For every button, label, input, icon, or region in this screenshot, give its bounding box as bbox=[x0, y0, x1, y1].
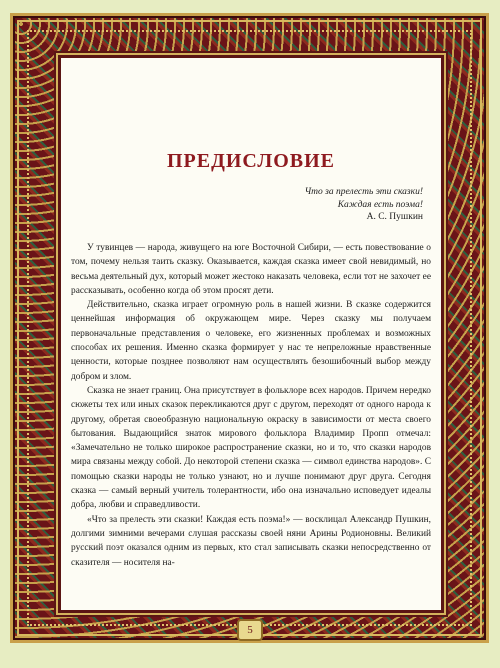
paragraph-2: Действительно, сказка играет огромную роль в нашей жизни. В сказке содержится ценнейшая информация об окружающем мире. Через сказку мы получаем первоначальные представления о человеке, его жизненных проблемах и возможных способах их решения. Именно сказка формирует у нас те непреложные нравственные ценности, которые позднее позволяют нам осуществлять безошибочный выбор между добром и злом. bbox=[71, 300, 431, 382]
epigraph-line-1: Что за прелесть эти сказки! bbox=[304, 187, 423, 197]
page-title: ПРЕДИСЛОВИЕ bbox=[166, 150, 336, 172]
epigraph bbox=[305, 186, 423, 224]
paragraph-1: У тувинцев — народа, живущего на юге Восточной Сибири, — есть повествование о том, почему нельзя таить сказку. Оказывается, каждая сказка имеет свой невидимый, но весьма деятельный дух, который может жестоко наказать человека, если тот не захочет ее рассказывать, особенно когда об этом просят дети. bbox=[71, 243, 431, 296]
page-number: 5 bbox=[237, 619, 263, 641]
epigraph-author: А. С. Пушкин bbox=[366, 212, 423, 222]
body-text bbox=[71, 241, 431, 570]
paragraph-4: «Что за прелесть эти сказки! Каждая есть поэма!» — восклицал Александр Пушкин, долгими зимними вечерами слушая рассказы своей няни Арины Родионовны. Великий русский поэт оказался одним из первых, кто стал записывать сказки непосредственно от сказителя — носителя на- bbox=[71, 514, 431, 568]
paragraph-3: Сказка не знает границ. Она присутствует в фольклоре всех народов. Причем нередко сюжеты тех или иных сказок перекликаются друг с другом, переходят от одного народа к другому, обретая своеобразную национальную окраску в зависимости от места своего бытования. Выдающийся знаток мирового фольклора Владимир Пропп отмечал: «Замечательно не только широкое распространение сказки, но и то, что сказки народов мира связаны между собой. До некоторой степени сказка — символ единства народов». С помощью сказки народы не только узнают, но и лучше понимают друг друга. Сегодня сказка — самый верный учитель толерантности, ибо она изначально исповедует идеалы добра, любви и справедливости. bbox=[71, 385, 431, 511]
epigraph-line-2: Каждая есть поэма! bbox=[337, 199, 423, 210]
page-panel bbox=[58, 55, 444, 613]
